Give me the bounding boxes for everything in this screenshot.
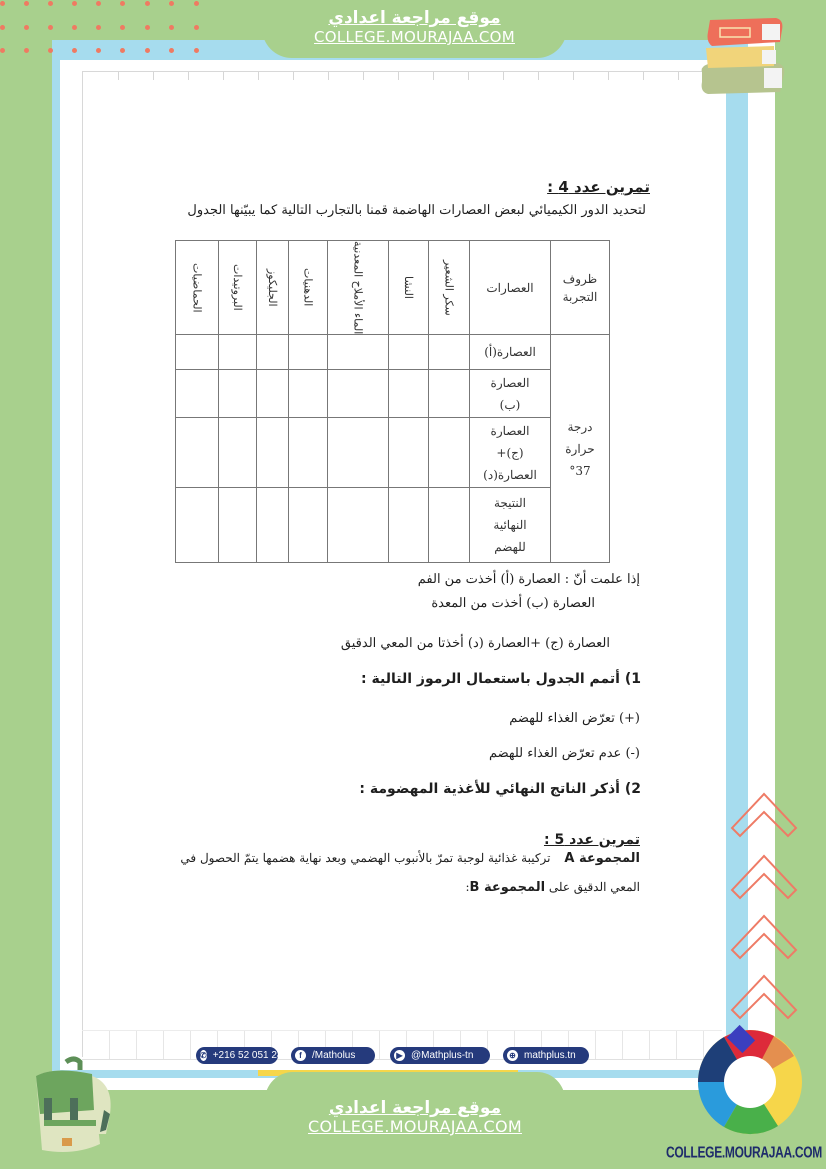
table-cell[interactable] (176, 488, 219, 563)
header-glucose: الجليكوز (266, 268, 279, 307)
exercise-4-title: تمرين عدد 4 : (547, 178, 650, 196)
youtube-handle: @Mathplus-tn (411, 1050, 474, 1061)
header-conditions: ظروف التجربة (562, 271, 598, 304)
chevron-up-icons (730, 790, 800, 1040)
table-cell[interactable] (389, 370, 429, 418)
question-2: 2) أذكر الناتج النهائي للأغذية المهضومة : (359, 781, 641, 797)
table-cell[interactable] (389, 488, 429, 563)
table-cell[interactable] (429, 370, 470, 418)
table-cell[interactable] (219, 370, 257, 418)
table-cell[interactable] (257, 418, 289, 488)
decorative-dots (0, 0, 200, 52)
whatsapp-icon: ✆ (200, 1051, 207, 1060)
exercise-4-intro: لتحديد الدور الكيميائي لبعض العصارات الهاضمة قمنا بالتجارب التالية كما يبيّنها الجدول (187, 203, 646, 218)
exercise-5-title: تمرين عدد 5 : (543, 832, 640, 848)
header-proteins: البروتيدات (231, 264, 244, 311)
backpack-illustration-icon (14, 1054, 114, 1154)
youtube-link[interactable] (390, 1047, 490, 1064)
table-cell[interactable] (257, 370, 289, 418)
group-a-label: المجموعة A (564, 851, 640, 866)
site-name-arabic: موقع مراجعة اعدادي (328, 8, 501, 28)
table-cell[interactable] (429, 488, 470, 563)
header-acids: الحماضيات (190, 262, 204, 313)
table-cell[interactable] (219, 335, 257, 370)
table-cell[interactable] (389, 418, 429, 488)
table-cell[interactable] (328, 370, 389, 418)
table-cell[interactable] (289, 418, 328, 488)
symbol-plus: (+) تعرّض الغذاء للهضم (509, 711, 640, 726)
exercise-5-text-2: المعي الدقيق على (548, 880, 640, 894)
table-cell[interactable] (429, 418, 470, 488)
given-line-3: العصارة (ج) +العصارة (د) أخذتا من المعي الدقيق (340, 636, 610, 651)
table-cell[interactable] (176, 370, 219, 418)
table-row (176, 418, 610, 488)
group-b-label: المجموعة B (469, 880, 546, 895)
facebook-link[interactable] (291, 1047, 375, 1064)
table-row (176, 488, 610, 563)
site-url[interactable]: COLLEGE.MOURAJAA.COM (314, 28, 515, 46)
table-cell[interactable] (328, 335, 389, 370)
top-site-banner[interactable] (262, 0, 567, 58)
digestion-table (175, 240, 610, 563)
table-cell[interactable] (289, 488, 328, 563)
header-water-minerals: الماء الأملاح المعدنية (351, 241, 365, 335)
header-starch: النشا (402, 276, 415, 300)
question-1: 1) أتمم الجدول باستعمال الرموز التالية : (361, 671, 641, 687)
globe-icon: ⊕ (507, 1050, 518, 1061)
table-cell[interactable] (257, 488, 289, 563)
youtube-icon: ▶ (394, 1050, 405, 1061)
given-line-1: إذا علمت أنّ : العصارة (أ) أخذت من الفم (417, 572, 640, 587)
condition-temperature: درجة حرارة 37° (565, 419, 595, 478)
table-row (176, 335, 610, 370)
table-cell[interactable] (389, 335, 429, 370)
exercise-5-line-1 (120, 851, 640, 866)
whatsapp-number: +216 52 051 249 (212, 1050, 289, 1061)
juice-a: العصارة(أ) (484, 345, 536, 360)
table-header-row (176, 241, 610, 335)
header-juices: العصارات (486, 280, 534, 295)
table-row (176, 370, 610, 418)
table-cell[interactable] (219, 418, 257, 488)
juice-b: العصارة (ب) (490, 375, 530, 412)
table-cell[interactable] (176, 418, 219, 488)
books-illustration-icon (694, 12, 794, 97)
table-cell[interactable] (257, 335, 289, 370)
whatsapp-link[interactable] (196, 1047, 289, 1064)
site-url[interactable]: COLLEGE.MOURAJAA.COM (308, 1117, 522, 1136)
exercise-5-line-2 (465, 880, 640, 895)
logo-site-url: COLLEGE.MOURAJAA.COM (666, 1143, 823, 1162)
facebook-handle: /Matholus (312, 1050, 356, 1061)
left-green-border (0, 36, 51, 1169)
facebook-icon: f (295, 1050, 306, 1061)
site-name-arabic: موقع مراجعة اعدادي (328, 1098, 502, 1118)
table-cell[interactable] (289, 370, 328, 418)
table-cell[interactable] (289, 335, 328, 370)
header-lipids: الدهنيات (301, 268, 315, 307)
final-result: النتيجة النهائية للهضم (493, 496, 527, 555)
bottom-site-banner[interactable] (265, 1072, 565, 1169)
colon: : (465, 880, 470, 894)
symbol-minus: (-) عدم تعرّض الغذاء للهضم (488, 746, 640, 761)
exercise-5-text-1: تركيبة غذائية لوجبة تمرّ بالأنبوب الهضمي وبعد نهاية هضمها يتمّ الحصول في (180, 851, 551, 865)
college-logo-icon (694, 1022, 814, 1142)
table-cell[interactable] (328, 488, 389, 563)
website-link[interactable] (503, 1047, 589, 1064)
website-url: mathplus.tn (524, 1050, 576, 1061)
table-cell[interactable] (219, 488, 257, 563)
table-cell[interactable] (429, 335, 470, 370)
table-cell[interactable] (328, 418, 389, 488)
table-cell[interactable] (176, 335, 219, 370)
document-page (82, 71, 723, 1057)
header-maltose: سكر الشعير (442, 259, 456, 316)
juice-c-d: العصارة (ج)+ العصارة(د) (483, 423, 537, 482)
given-line-2: العصارة (ب) أخذت من المعدة (431, 596, 595, 611)
